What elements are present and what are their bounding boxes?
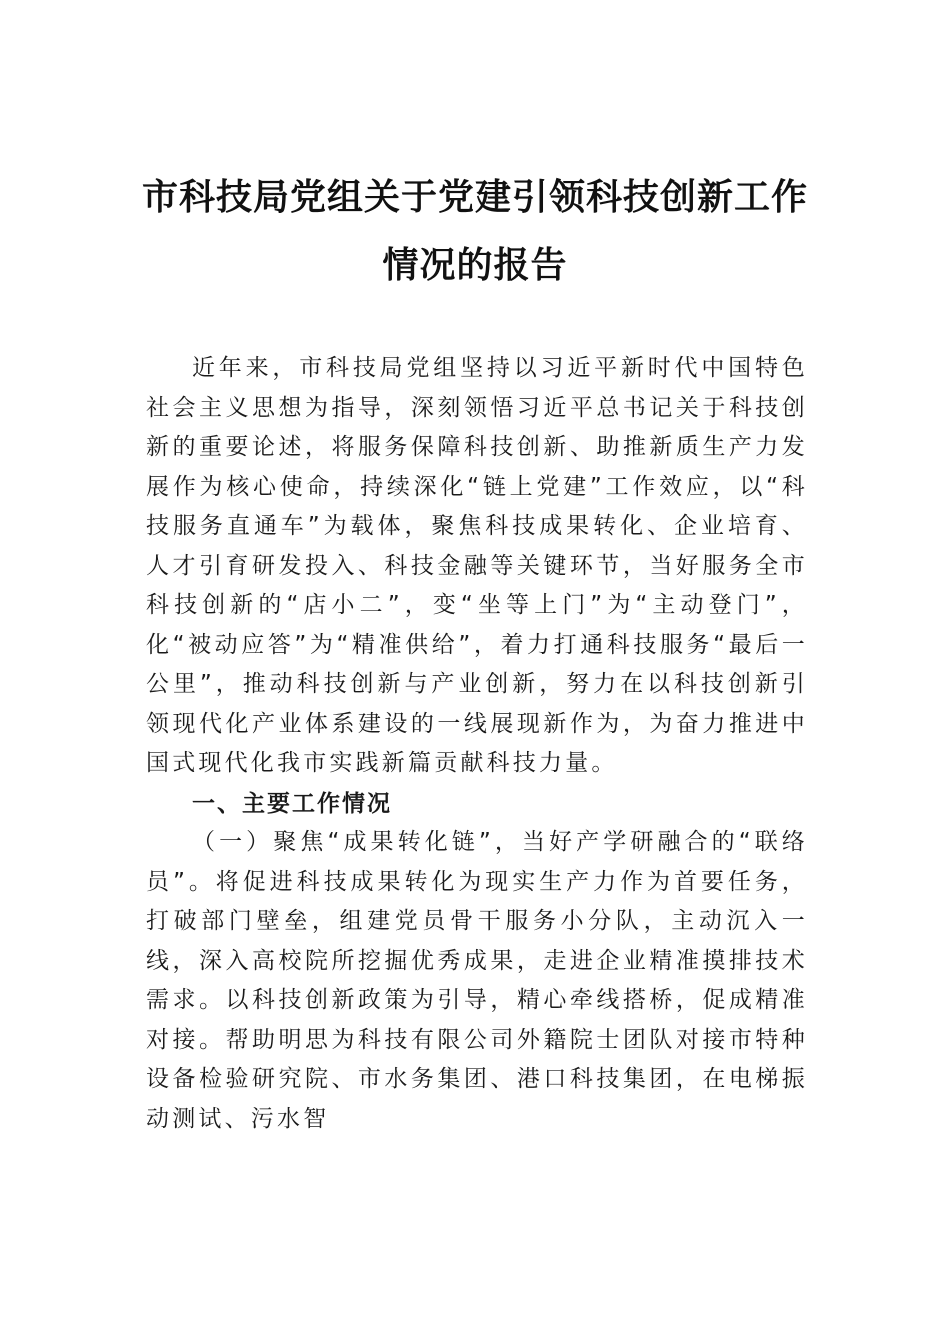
document-body	[146, 349, 808, 1139]
document-title-line-2: 情况的报告	[382, 244, 568, 286]
section-paragraph: （一）聚焦“成果转化链”，当好产学研融合的“联络员”。将促进科技成果转化为现实生产力作为首要任务，打破部门壁垒，组建党员骨干服务小分队，主动沉入一线，深入高校院所挖掘优秀成果，走进企业精准摸排技术需求。以科技创新政策为引导，精心牵线搭桥，促成精准对接。帮助明思为科技有限公司外籍院士团队对接市特种设备检验研究院、市水务集团、港口科技集团，在电梯振动测试、污水智	[146, 829, 808, 1132]
section-heading: 一、主要工作情况	[192, 789, 392, 817]
intro-paragraph: 近年来，市科技局党组坚持以习近平新时代中国特色社会主义思想为指导，深刻领悟习近平总书记关于科技创新的重要论述，将服务保障科技创新、助推新质生产力发展作为核心使命，持续深化“链上党建”工作效应，以“科技服务直通车”为载体，聚焦科技成果转化、企业培育、人才引育研发投入、科技金融等关键环节，当好服务全市科技创新的“店小二”，变“坐等上门”为“主动登门”，化“被动应答”为“精准供给”，着力打通科技服务“最后一公里”，推动科技创新与产业创新，努力在以科技创新引领现代化产业体系建设的一线展现新作为，为奋力推进中国式现代化我市实践新篇贡献科技力量。	[146, 355, 808, 776]
document-title-line-1: 市科技局党组关于党建引领科技创新工作	[141, 176, 808, 218]
